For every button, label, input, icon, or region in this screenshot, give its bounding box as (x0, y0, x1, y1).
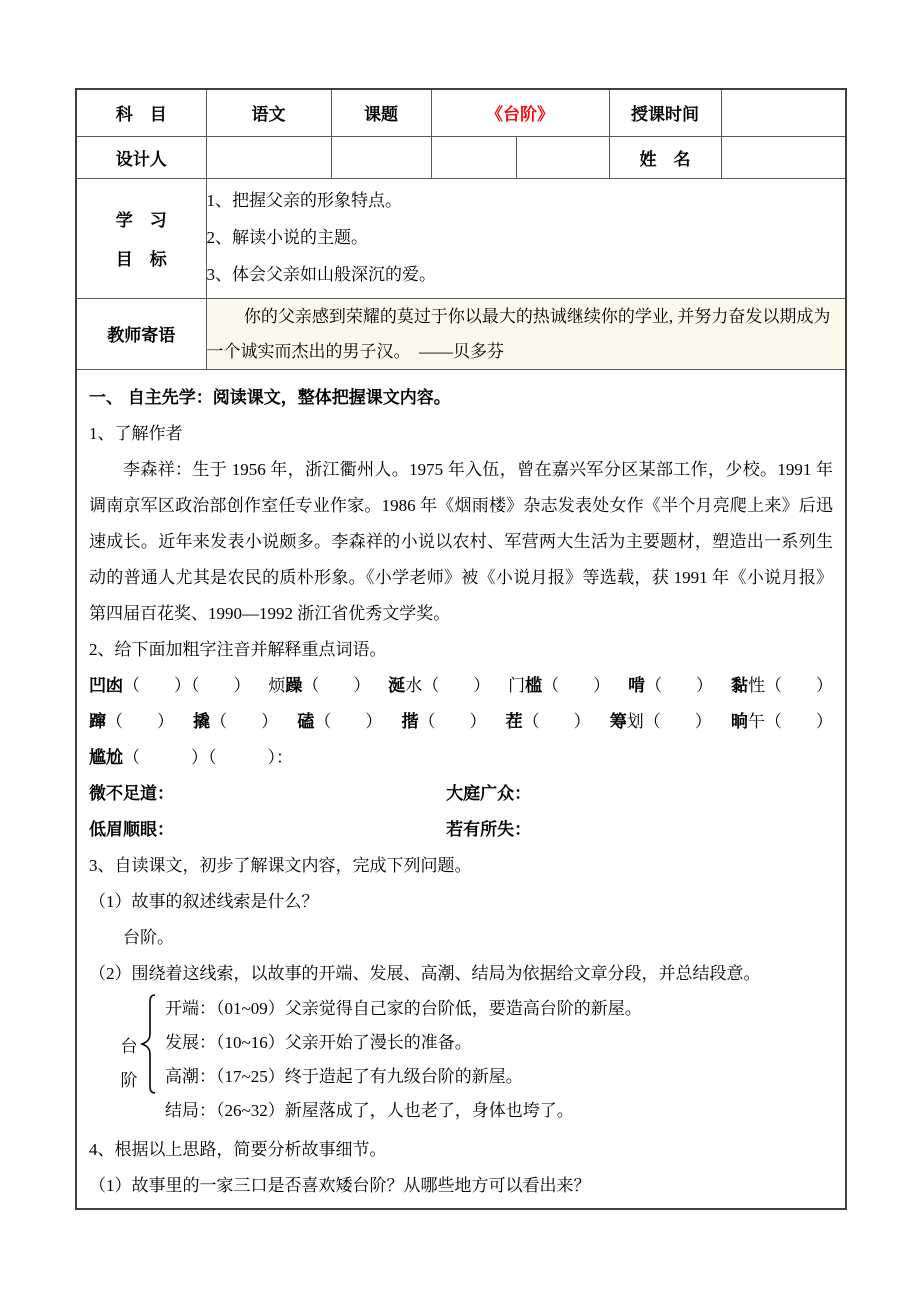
item-1-title: 1、了解作者 (89, 423, 183, 443)
item-2-title: 2、给下面加粗字注音并解释重点词语。 (89, 639, 387, 659)
goal-item: 1、把握父亲的形象特点。 (206, 190, 402, 210)
goal-item: 2、解读小说的主题。 (206, 227, 368, 247)
answer-1: 台阶。 (123, 927, 174, 947)
word-entry: 尴尬（ ）（ ）： (89, 747, 293, 767)
definition-row-1 (89, 776, 833, 812)
definition-row-2 (89, 812, 833, 848)
word-entry: 揩（ ） (401, 711, 487, 731)
definition-term: 若有所失： (446, 819, 532, 839)
word-entry: 黏性（ ） (730, 675, 833, 695)
goals-label-line1: 学 习 (115, 211, 167, 230)
definition-term: 微不足道： (89, 783, 174, 803)
word-line-1 (89, 668, 833, 704)
word-line-2 (89, 704, 833, 740)
word-entry: 蹿（ ） (89, 711, 174, 731)
item-4-title: 4、根据以上思路，简要分析故事细节。 (89, 1139, 387, 1159)
empty-cell (206, 136, 331, 178)
plot-structure-diagram (103, 992, 833, 1132)
diagram-lines (165, 992, 833, 1128)
goals-content (206, 178, 846, 298)
definition-term: 低眉顺眼： (89, 819, 174, 839)
goals-row (76, 178, 846, 298)
main-content (76, 369, 846, 1209)
topic-label: 课题 (331, 89, 431, 136)
goals-label-line2: 目 标 (115, 250, 167, 269)
name-value (721, 136, 846, 178)
item-3-title: 3、自读课文，初步了解课文内容，完成下列问题。 (89, 855, 472, 875)
teacher-message-text: 你的父亲感到荣耀的莫过于你以最大的热诚继续你的学业, 并努力奋发以期成为一个诚实而杰出的男子汉。 ——贝多芬 (206, 306, 831, 361)
header-row-1 (76, 89, 846, 136)
diagram-char-tai: 台 (120, 1036, 138, 1056)
curly-brace-icon (139, 993, 157, 1095)
word-entry: 凹凼（ ）（ ） (89, 675, 251, 695)
word-entry: 门槛（ ） (508, 675, 611, 695)
word-entry: 涎水（ ） (388, 675, 491, 695)
teach-time-value (721, 89, 846, 136)
word-entry: 筹划（ ） (609, 711, 712, 731)
word-entry: 磕（ ） (297, 711, 383, 731)
question-4-1: （1）故事里的一家三口是否喜欢矮台阶？从哪些地方可以看出来？ (89, 1175, 591, 1195)
definition-term: 大庭广众： (446, 783, 532, 803)
teacher-message-label: 教师寄语 (76, 298, 206, 369)
empty-cell (431, 136, 516, 178)
main-content-row (76, 369, 846, 1209)
word-entry: 烦躁（ ） (268, 675, 371, 695)
diagram-char-jie: 阶 (120, 1070, 138, 1090)
word-entry: 晌午（ ） (730, 711, 833, 731)
teacher-message-content (206, 298, 846, 369)
empty-cell (331, 136, 431, 178)
word-entry: 撬（ ） (193, 711, 279, 731)
lesson-plan-table (75, 88, 847, 1210)
empty-cell (516, 136, 609, 178)
question-1: （1）故事的叙述线索是什么？ (89, 891, 319, 911)
word-entry: 茬（ ） (505, 711, 591, 731)
diagram-line-fazhan: 发展：（10~16）父亲开始了漫长的准备。 (165, 1032, 472, 1052)
subject-label: 科 目 (76, 89, 206, 136)
word-entry: 啃（ ） (628, 675, 714, 695)
teach-time-label: 授课时间 (609, 89, 721, 136)
diagram-line-kaiduan: 开端：（01~09）父亲觉得自己家的台阶低，要造高台阶的新屋。 (165, 998, 642, 1018)
subject-value: 语文 (206, 89, 331, 136)
topic-title: 《台阶》 (431, 89, 609, 136)
question-2: （2）围绕着这线索，以故事的开端、发展、高潮、结局为依据给文章分段，并总结段意。 (89, 963, 761, 983)
goals-label (76, 178, 206, 298)
teacher-message-row (76, 298, 846, 369)
header-row-2 (76, 136, 846, 178)
diagram-line-gaochao: 高潮：（17~25）终于造起了有九级台阶的新屋。 (165, 1066, 523, 1086)
designer-label: 设计人 (76, 136, 206, 178)
goal-item: 3、体会父亲如山般深沉的爱。 (206, 265, 436, 285)
diagram-line-jieju: 结局：（26~32）新屋落成了，人也老了，身体也垮了。 (165, 1100, 574, 1120)
section-1-title: 一、 自主先学：阅读课文，整体把握课文内容。 (89, 387, 451, 407)
word-line-3 (89, 740, 833, 776)
author-paragraph: 李森祥：生于 1956 年，浙江衢州人。1975 年入伍，曾在嘉兴军分区某部工作，少校。1991 年调南京军区政治部创作室任专业作家。1986 年《烟雨楼》杂志发表处女作《半个月亮爬上来》后迅速成长。近年来发表小说颇多。李森祥的小说以农村、军营两大生活为主要题材，塑造出一系列生动的普通人尤其是农民的质朴形象。《小学老师》被《小说月报》等选载，获 1991 年《小说月报》第四届百花奖、1990—1992 浙江省优秀文学奖。 (89, 459, 833, 623)
name-label: 姓 名 (609, 136, 721, 178)
